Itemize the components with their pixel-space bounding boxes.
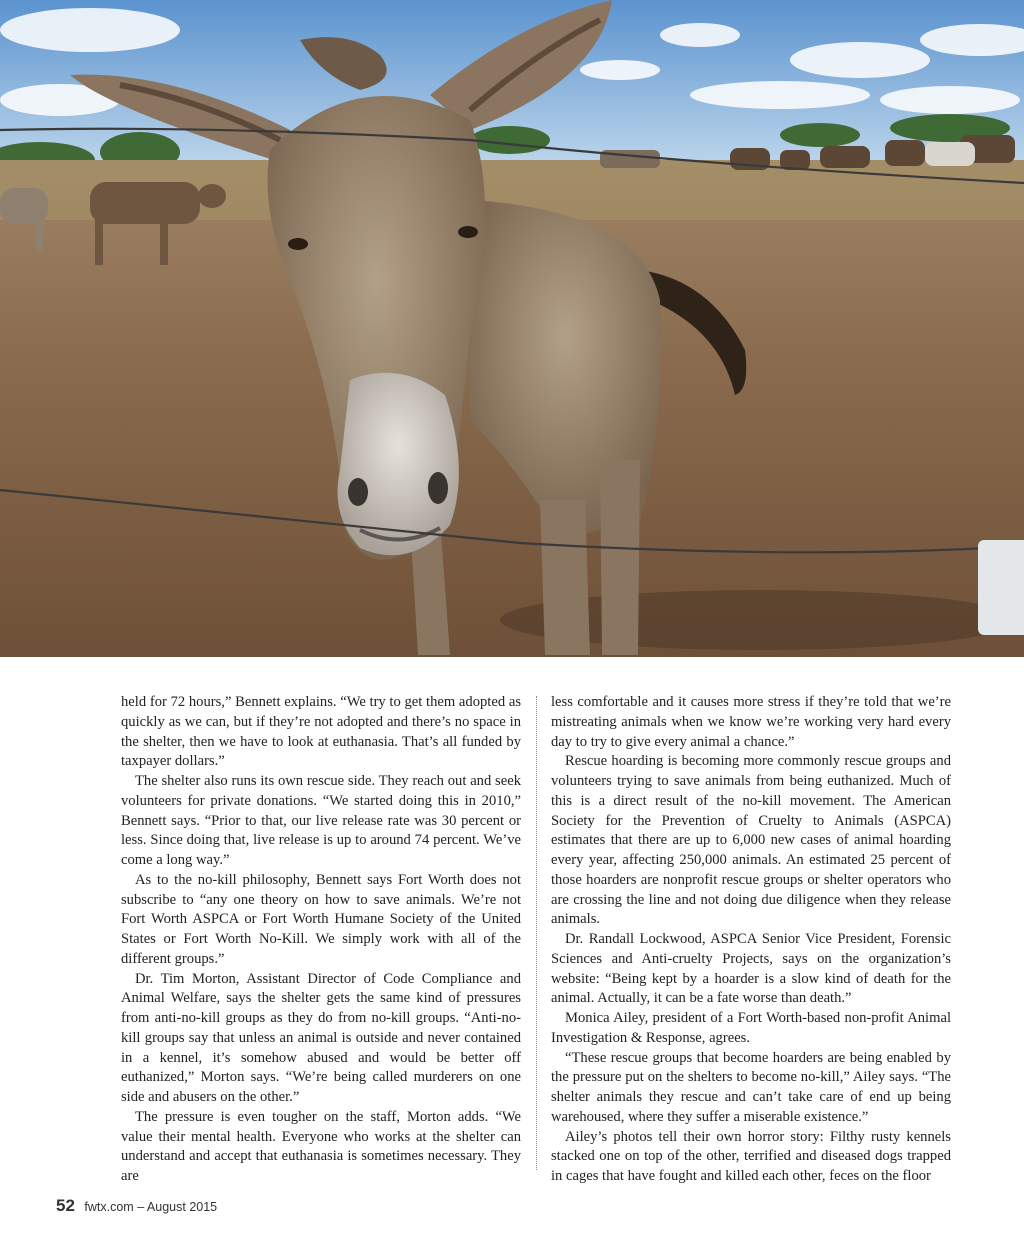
paragraph: Dr. Tim Morton, Assistant Director of Code Compliance and Animal Welfare, says the shelter gets the same kind of pressures from anti-no-kill groups as they do from no-kill groups. “Anti-no-kill groups say that unless an animal is outside and never contained in a kennel, it’s somehow abused and would be better off euthanized,” Morton says. “We’re being called murderers on one side and abusers on the other.” <box>121 970 521 1105</box>
article-column-left <box>121 693 521 1187</box>
paragraph: Ailey’s photos tell their own horror story: Filthy rusty kennels stacked one on top of the other, terrified and diseased dogs trapped in cages that have fought and killed each other, feces on the floor <box>551 1128 951 1184</box>
feed-bin <box>978 540 1024 635</box>
article-column-right <box>551 693 951 1187</box>
donkey-eye-right <box>458 226 478 238</box>
page-footer <box>56 1196 217 1216</box>
paragraph: Dr. Randall Lockwood, ASPCA Senior Vice President, Forensic Sciences and Anti-cruelty Projects, says on the organization’s website: “Being kept by a hoarder is a slow kind of death for the animal. Actually, it can be a fate worse than death.” <box>551 931 951 1007</box>
paragraph: held for 72 hours,” Bennett explains. “We try to get them adopted as quickly as we can, but if they’re not adopted and there’s no space in the shelter, then we have to look at euthanasia. That’s all funded by taxpayer dollars.” <box>121 694 521 770</box>
page-number: 52 <box>56 1196 75 1215</box>
donkey-muzzle <box>338 373 459 555</box>
paragraph: “These rescue groups that become hoarders are being enabled by the pressure put on the shelters to become no-kill,” Ailey says. “The shelter animals they rescue and can’t take care of end up being warehoused, where they suffer a miserable existence.” <box>551 1049 951 1125</box>
paragraph: less comfortable and it causes more stress if they’re told that we’re mistreating animals when we know we’re working very hard every day to try to give every animal a chance.” <box>551 694 951 750</box>
paragraph: Rescue hoarding is becoming more commonly rescue groups and volunteers trying to save animals from being euthanized. Much of this is a direct result of the no-kill movement. The American Society for the Prevention of Cruelty to Animals (ASPCA) estimates that there are up to 6,000 new cases of animal hoarding every year, affecting 250,000 animals. An estimated 25 percent of those hoarders are nonprofit rescue groups or shelter operators who are crossing the line and not doing due diligence when they release animals. <box>551 753 951 928</box>
donkey-eye-left <box>288 238 308 250</box>
paragraph: The shelter also runs its own rescue side. They reach out and seek volunteers for private donations. “We started doing this in 2010,” Bennett says. “Prior to that, our live release rate was 30 percent or less. Since doing that, live release is up to around 74 percent. We’ve come a long way.” <box>121 773 521 868</box>
white-donkey <box>925 142 975 166</box>
paragraph: The pressure is even tougher on the staff, Morton adds. “We value their mental health. Everyone who works at the shelter can understand and accept that euthanasia is sometimes necessary. They are <box>121 1108 521 1184</box>
paragraph: As to the no-kill philosophy, Bennett says Fort Worth does not subscribe to “any one theory on how to save animals. We’re not Fort Worth ASPCA or Fort Worth Humane Society of the United States or Fort Worth No-Kill. We simply work with all of the different groups.” <box>121 871 521 967</box>
paragraph: Monica Ailey, president of a Fort Worth-based non-profit Animal Investigation & Response, agrees. <box>551 1010 951 1046</box>
column-divider <box>536 696 537 1170</box>
publication-info: fwtx.com – August 2015 <box>84 1200 218 1214</box>
